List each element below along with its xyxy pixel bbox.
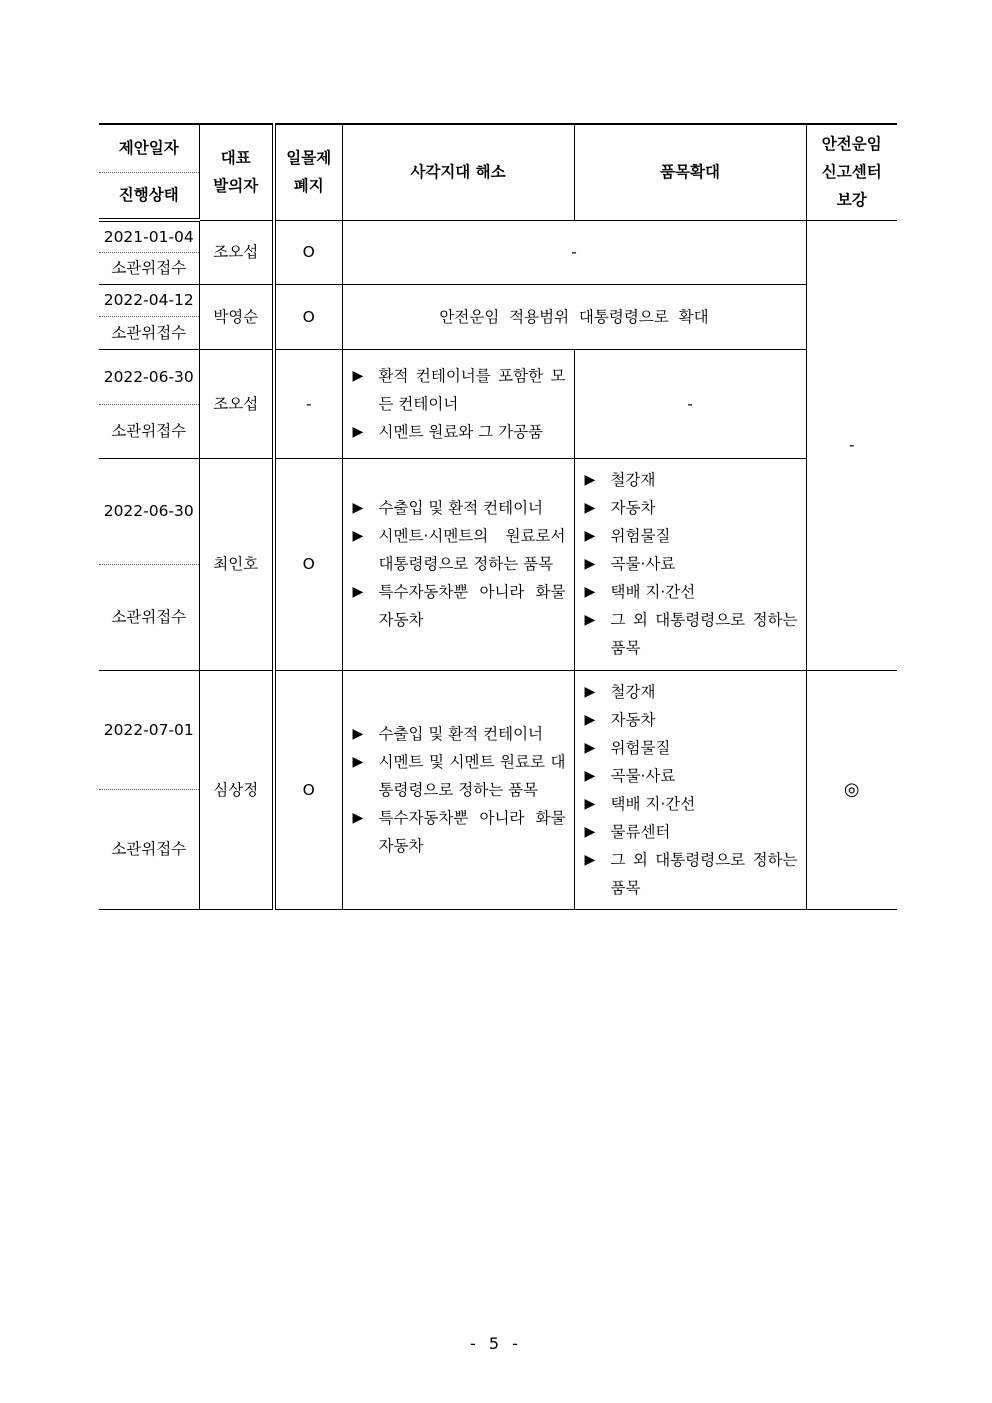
row5-sunset: O — [274, 670, 342, 909]
row5-blind-spot — [342, 670, 574, 909]
row4-date: 2022-06-30 — [99, 458, 199, 564]
row2-date: 2022-04-12 — [99, 284, 199, 316]
blind-spot-item: ▶ 시멘트·시멘트의 원료로서 대통령령으로 정하는 품목 — [353, 522, 566, 578]
row3-blind-spot — [342, 349, 574, 458]
blind-spot-item: ▶ 시멘트 원료와 그 가공품 — [353, 418, 566, 446]
expansion-item: ▶ 택배 지·간선 — [585, 790, 798, 818]
row4-items — [574, 458, 806, 670]
row4-status: 소관위접수 — [99, 564, 199, 670]
header-proposal-date: 제안일자 — [99, 124, 199, 172]
row3-items: - — [574, 349, 806, 458]
row3-proposer: 조오섭 — [199, 349, 274, 458]
header-report-center: 안전운임 신고센터 보강 — [806, 124, 897, 220]
row2-status: 소관위접수 — [99, 316, 199, 349]
blind-spot-item: ▶ 환적 컨테이너를 포함한 모든 컨테이너 — [353, 362, 566, 418]
row1-date: 2021-01-04 — [99, 220, 199, 252]
header-sunset-abolition: 일몰제 폐지 — [274, 124, 342, 220]
blind-spot-item: ▶ 특수자동차뿐 아니라 화물자동차 — [353, 804, 566, 860]
expansion-item: ▶ 철강재 — [585, 466, 798, 494]
expansion-item: ▶ 그 외 대통령령으로 정하는 품목 — [585, 606, 798, 662]
expansion-item: ▶ 자동차 — [585, 494, 798, 522]
row1-merged-content: - — [342, 220, 806, 284]
row1-status: 소관위접수 — [99, 252, 199, 284]
blind-spot-item: ▶ 수출입 및 환적 컨테이너 — [353, 720, 566, 748]
row5-date: 2022-07-01 — [99, 670, 199, 789]
row4-proposer: 최인호 — [199, 458, 274, 670]
row5-items — [574, 670, 806, 909]
row3-date: 2022-06-30 — [99, 349, 199, 404]
header-rep-proposer: 대표 발의자 — [199, 124, 274, 220]
row5-center-mark: ◎ — [806, 670, 897, 909]
expansion-item: ▶ 곡물·사료 — [585, 550, 798, 578]
row2-proposer: 박영순 — [199, 284, 274, 349]
row1-proposer: 조오섭 — [199, 220, 274, 284]
expansion-item: ▶ 철강재 — [585, 678, 798, 706]
row5-proposer: 심상정 — [199, 670, 274, 909]
header-item-expansion: 품목확대 — [574, 124, 806, 220]
row1-sunset: O — [274, 220, 342, 284]
expansion-item: ▶ 물류센터 — [585, 818, 798, 846]
row4-sunset: O — [274, 458, 342, 670]
page-number: - 5 - — [470, 1334, 522, 1353]
row2-merged-content: 안전운임 적용범위 대통령령으로 확대 — [342, 284, 806, 349]
header-blind-spot: 사각지대 해소 — [342, 124, 574, 220]
row5-status: 소관위접수 — [99, 789, 199, 909]
row3-sunset: - — [274, 349, 342, 458]
expansion-item: ▶ 위험물질 — [585, 522, 798, 550]
blind-spot-item: ▶ 특수자동차뿐 아니라 화물자동차 — [353, 578, 566, 634]
expansion-item: ▶ 택배 지·간선 — [585, 578, 798, 606]
row2-sunset: O — [274, 284, 342, 349]
row4-blind-spot — [342, 458, 574, 670]
blind-spot-item: ▶ 수출입 및 환적 컨테이너 — [353, 494, 566, 522]
bill-comparison-table — [99, 123, 897, 910]
expansion-item: ▶ 위험물질 — [585, 734, 798, 762]
expansion-item: ▶ 자동차 — [585, 706, 798, 734]
center-group-value: - — [806, 220, 897, 670]
expansion-item: ▶ 그 외 대통령령으로 정하는 품목 — [585, 846, 798, 902]
row3-status: 소관위접수 — [99, 404, 199, 458]
expansion-item: ▶ 곡물·사료 — [585, 762, 798, 790]
header-progress-status: 진행상태 — [99, 172, 199, 220]
blind-spot-item: ▶ 시멘트 및 시멘트 원료로 대통령령으로 정하는 품목 — [353, 748, 566, 804]
